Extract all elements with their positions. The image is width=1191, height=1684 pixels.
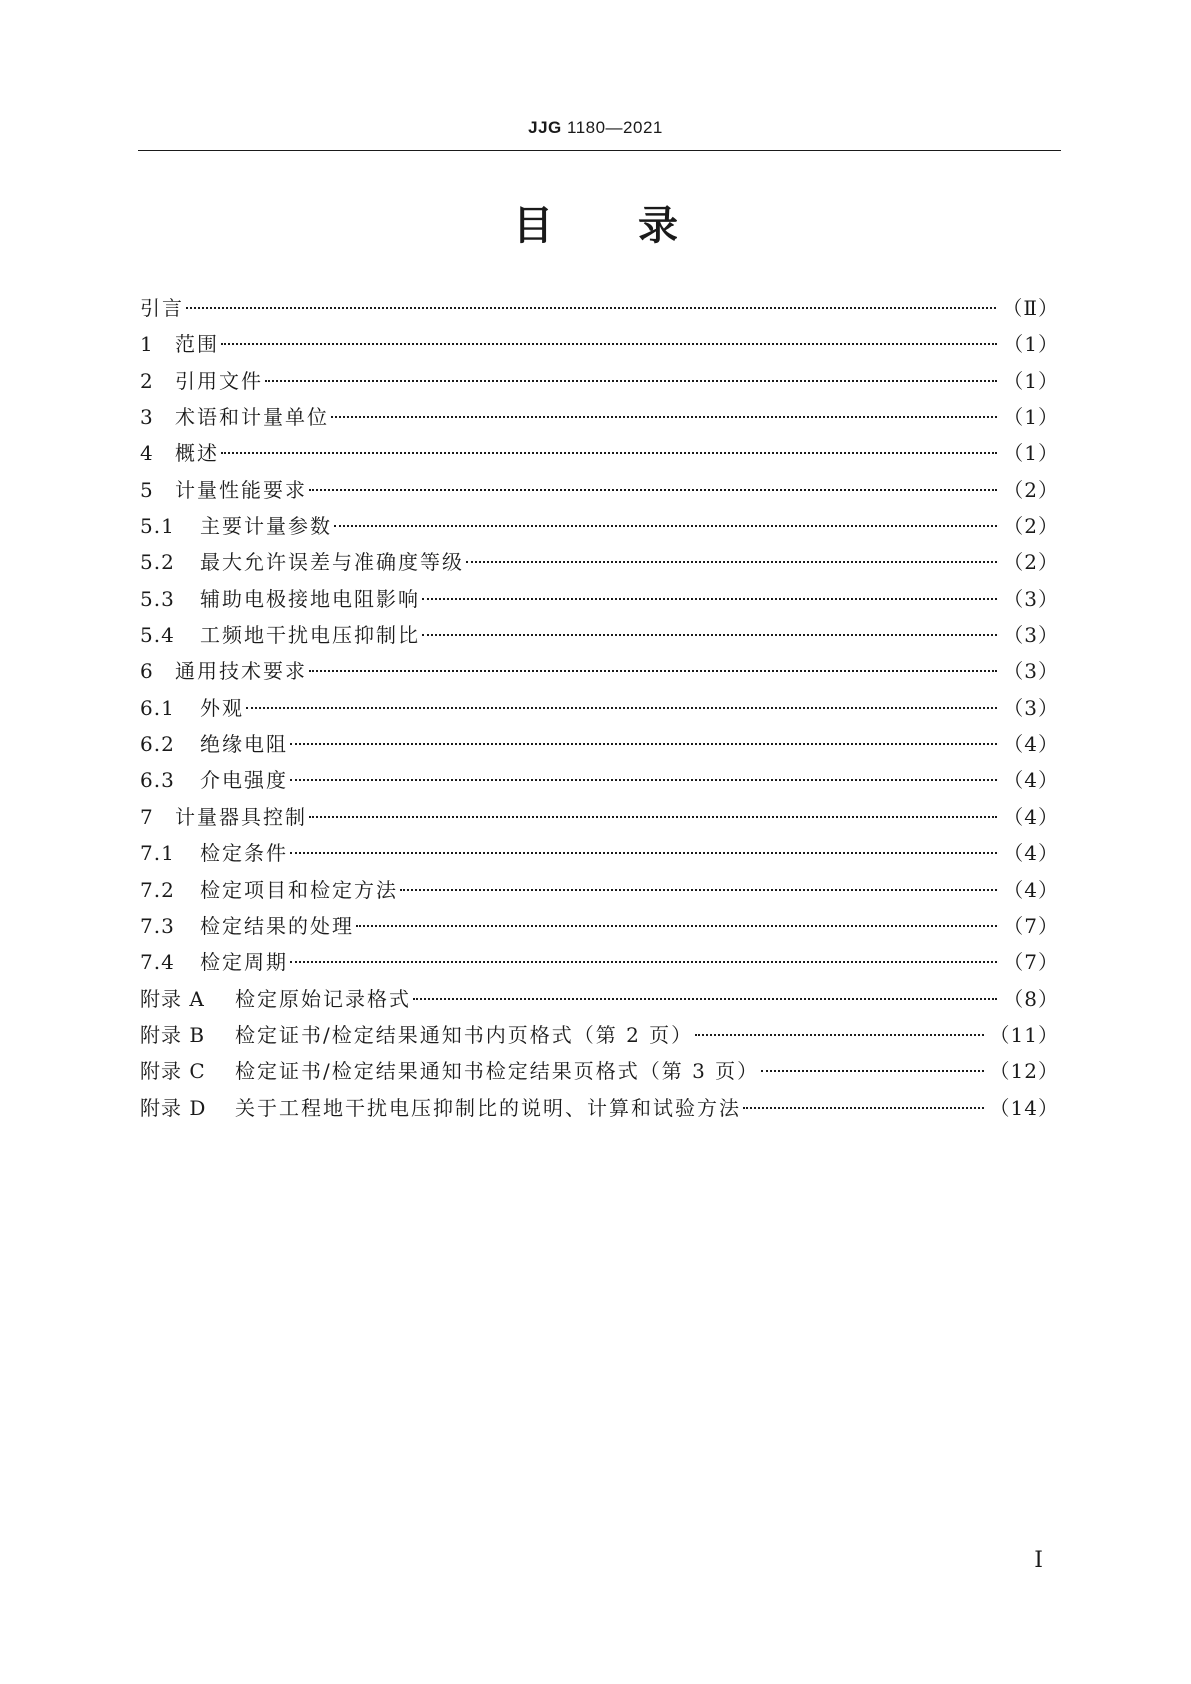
toc-page: （4） [1003,732,1059,757]
toc-page: （Ⅱ） [1002,296,1059,320]
title-char-1: 目 [513,203,553,249]
toc-leader [761,1069,983,1072]
toc-entry[interactable] [140,435,1059,471]
toc-label: 引用文件 [175,368,263,393]
header-rule [138,150,1061,151]
toc-entry[interactable] [140,1017,1059,1053]
toc-label: 工频地干扰电压抑制比 [200,623,420,648]
toc-entry[interactable] [140,835,1059,871]
toc-label: 介电强度 [200,768,288,793]
page-title [0,202,1191,250]
toc-number: 7.1 [140,841,175,866]
toc-label: 外观 [200,695,244,720]
toc-leader [743,1106,984,1109]
toc-entry[interactable] [140,872,1059,908]
toc-label: 检定条件 [200,841,288,866]
toc-page: （4） [1003,841,1059,866]
toc-page: （4） [1003,877,1059,902]
toc-page: （8） [1003,986,1059,1011]
table-of-contents [140,290,1059,1126]
toc-entry[interactable] [140,690,1059,726]
toc-number: 1 [140,332,154,357]
toc-number: 5.3 [140,586,175,611]
toc-entry[interactable] [140,653,1059,689]
toc-number: 附录 D [140,1095,207,1120]
page-number: Ⅰ [1034,1548,1043,1573]
code-number: 1180—2021 [567,118,663,137]
toc-leader [422,597,997,600]
toc-number: 5 [140,477,154,502]
toc-page: （1） [1003,368,1059,393]
toc-number: 5.1 [140,514,175,539]
toc-leader [400,888,997,891]
toc-number: 附录 B [140,1022,206,1047]
toc-label: 检定原始记录格式 [235,986,411,1011]
toc-leader [309,669,997,672]
toc-entry[interactable] [140,472,1059,508]
toc-label: 检定周期 [200,950,288,975]
toc-number: 6.3 [140,768,175,793]
toc-label: 辅助电极接地电阻影响 [200,586,420,611]
toc-entry[interactable] [140,1090,1059,1126]
toc-number: 7 [140,804,154,829]
toc-entry[interactable] [140,726,1059,762]
toc-entry[interactable] [140,326,1059,362]
toc-label: 计量性能要求 [175,477,307,502]
toc-leader [331,415,997,418]
toc-label: 术语和计量单位 [175,405,329,430]
toc-page: （2） [1003,514,1059,539]
toc-number: 7.3 [140,913,175,938]
code-prefix: JJG [528,118,562,137]
toc-label: 计量器具控制 [175,804,307,829]
toc-entry[interactable] [140,363,1059,399]
toc-leader [466,560,997,563]
toc-page: （1） [1003,405,1059,430]
toc-leader [221,342,997,345]
toc-number: 7.2 [140,877,175,902]
toc-entry[interactable] [140,908,1059,944]
toc-page: （3） [1003,659,1059,684]
toc-label: 检定证书/检定结果通知书内页格式（第 2 页） [235,1022,694,1047]
toc-label: 最大允许误差与准确度等级 [200,550,464,575]
toc-label: 检定结果的处理 [200,913,354,938]
toc-leader [246,706,997,709]
toc-page: （2） [1003,550,1059,575]
toc-page: （11） [989,1022,1059,1047]
toc-leader [290,778,997,781]
document-code-header [0,118,1191,138]
toc-entry[interactable] [140,1053,1059,1089]
toc-number: 4 [140,441,154,466]
toc-number: 附录 C [140,1059,206,1084]
toc-label: 范围 [175,332,219,357]
toc-page: （7） [1003,913,1059,938]
toc-page: （4） [1003,768,1059,793]
toc-label: 主要计量参数 [200,514,332,539]
toc-number: 6 [140,659,154,684]
toc-leader [221,451,997,454]
toc-page: （14） [989,1095,1059,1120]
toc-entry[interactable] [140,290,1059,326]
toc-page: （3） [1003,623,1059,648]
toc-entry[interactable] [140,581,1059,617]
toc-leader [413,997,997,1000]
toc-page: （1） [1003,332,1059,357]
toc-label: 绝缘电阻 [200,732,288,757]
toc-page: （2） [1003,477,1059,502]
toc-label: 概述 [175,441,219,466]
toc-label: 检定证书/检定结果通知书检定结果页格式（第 3 页） [235,1059,760,1084]
toc-number: 5.4 [140,623,175,648]
toc-leader [290,960,997,963]
toc-leader [334,524,997,527]
toc-number: 7.4 [140,950,175,975]
toc-page: （4） [1003,804,1059,829]
toc-leader [290,742,997,745]
toc-label: 检定项目和检定方法 [200,877,398,902]
toc-entry[interactable] [140,944,1059,980]
toc-page: （3） [1003,695,1059,720]
toc-entry[interactable] [140,508,1059,544]
toc-leader [422,633,997,636]
toc-label: 通用技术要求 [175,659,307,684]
toc-number: 2 [140,368,154,393]
toc-leader [356,924,997,927]
toc-label: 引言 [140,296,184,320]
toc-entry[interactable] [140,762,1059,798]
toc-page: （3） [1003,586,1059,611]
toc-leader [186,306,996,309]
toc-number: 6.1 [140,695,175,720]
toc-leader [309,488,997,491]
toc-page: （1） [1003,441,1059,466]
toc-entry[interactable] [140,617,1059,653]
toc-entry[interactable] [140,981,1059,1017]
toc-number: 附录 A [140,986,205,1011]
toc-number: 5.2 [140,550,175,575]
toc-leader [290,851,997,854]
toc-number: 6.2 [140,732,175,757]
toc-leader [695,1033,983,1036]
toc-page: （7） [1003,950,1059,975]
toc-entry[interactable] [140,544,1059,580]
toc-entry[interactable] [140,799,1059,835]
toc-number: 3 [140,405,154,430]
toc-leader [265,379,997,382]
title-char-2: 录 [638,203,678,249]
toc-leader [309,815,997,818]
toc-page: （12） [989,1059,1059,1084]
toc-entry[interactable] [140,399,1059,435]
toc-label: 关于工程地干扰电压抑制比的说明、计算和试验方法 [235,1095,741,1120]
